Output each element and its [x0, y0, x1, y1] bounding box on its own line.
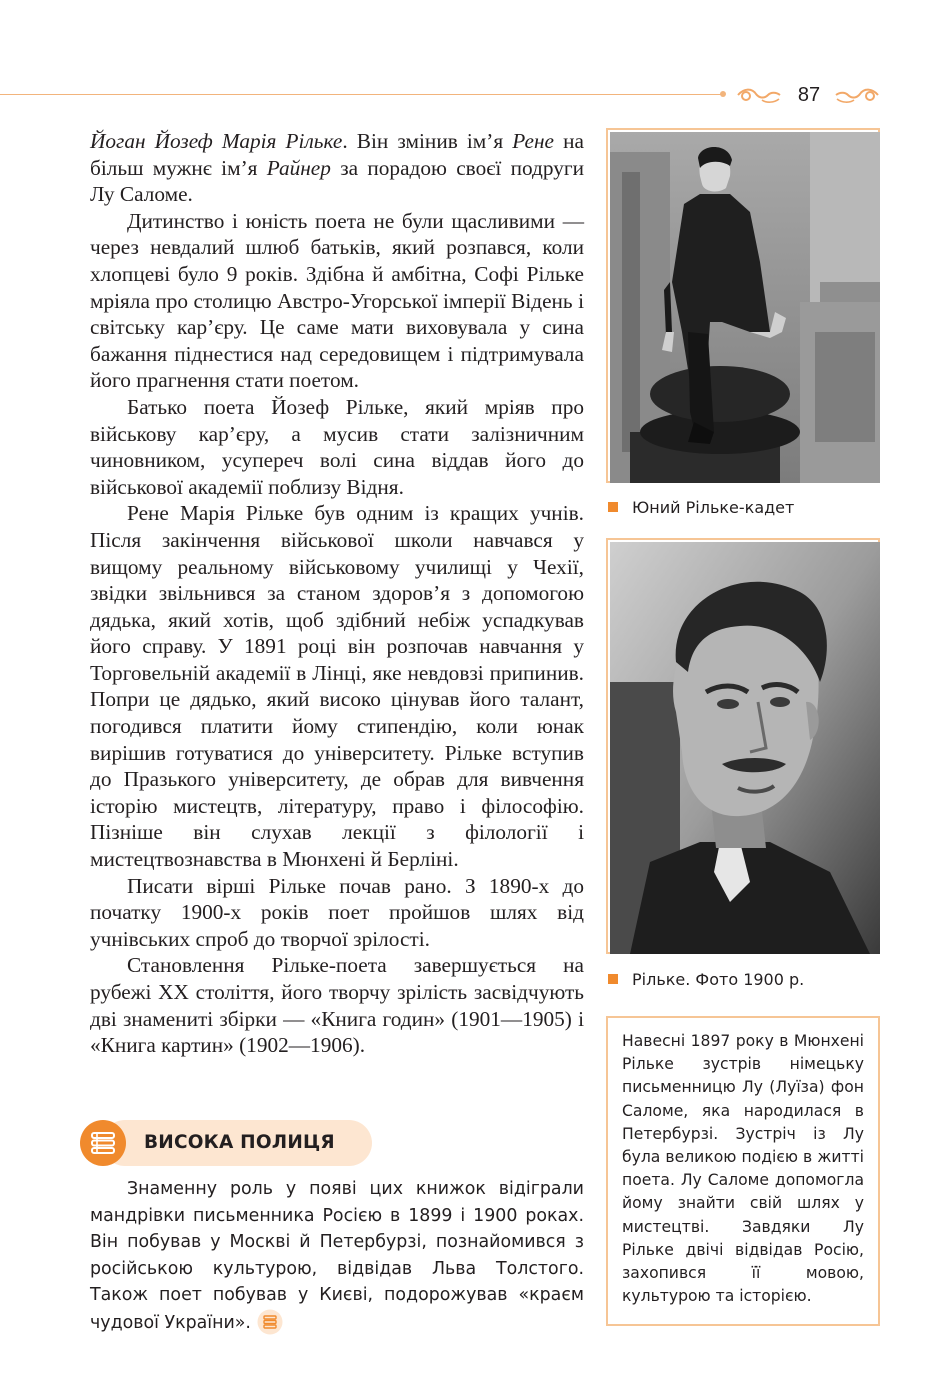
paragraph-3: Батько поета Йозеф Рільке, який мріяв про військову кар’єру, а мусив стати залізничним чиновником, усупереч волі сина віддав його до військової академії поблизу Відня. [90, 394, 584, 499]
name-rainer-italic: Райнер [266, 155, 331, 180]
caption-photo-1: Юний Рільке-кадет [608, 498, 794, 517]
photo-rilke-1900 [606, 538, 880, 954]
paragraph-1: Йоган Йозеф Марія Рільке. Він змінив ім’я Рене на більш мужнє ім’я Райнер за порадою своєї подруги Лу Саломе. [90, 129, 584, 207]
side-note-box [606, 1016, 880, 1326]
caption-photo-2: Рільке. Фото 1900 р. [608, 970, 804, 989]
page-number: 87 [797, 84, 821, 106]
high-shelf-text: Знаменну роль у появі цих книжок відіграли мандрівки письменника Росією в 1899 і 1900 роках. Він побував у Москві й Петербурзі, познайомився з російською культурою, відвідав Льва Толстого. Також поет побував у Києві, подорожував «краєм чудової України». [90, 1179, 584, 1333]
name-rene-italic: Рене [512, 129, 555, 153]
cadet-photo-image [610, 132, 880, 483]
rilke-1900-photo-image [610, 542, 880, 954]
paragraph-5: Писати вірші Рільке почав рано. З 1890-х до початку 1900-х років поет пройшов шлях від учнівських спроб до творчої зрілості. [90, 873, 584, 951]
scroll-ornament-right-icon [834, 84, 880, 106]
main-text [90, 128, 584, 1059]
header-rule [0, 94, 724, 95]
scroll-ornament-left-icon [736, 84, 782, 106]
photo-young-rilke-cadet [606, 128, 880, 483]
bookshelf-icon [80, 1120, 126, 1166]
high-shelf-title: ВИСОКА ПОЛИЦЯ [144, 1132, 335, 1153]
caption-bullet-icon [608, 502, 618, 512]
bookshelf-small-icon [257, 1309, 283, 1335]
caption-bullet-icon [608, 974, 618, 984]
paragraph-6: Становлення Рільке-поета завершується на рубежі XX століття, його творчу зрілість засвідчують дві знамениті збірки — «Книга годин» (1901—1905) і «Книга картин» (1902—1906). [90, 953, 584, 1058]
full-name-italic: Йоган Йозеф Марія Рільке [90, 129, 343, 153]
high-shelf-heading [80, 1120, 372, 1166]
paragraph-2: Дитинство і юність поета не були щасливими — через невдалий шлюб батьків, який розпався, коли хлопцеві було 9 років. Здібна й амбітна, Софі Рільке мріяла про столицю Австро-Угорської імперії Відень і світську кар’єру. Це саме мати виховувала у сина бажання піднестися над середовищем і підтримувала його прагнення стати поетом. [90, 208, 584, 393]
paragraph-4: Рене Марія Рільке був одним із кращих учнів. Після закінчення військової школи навчався у вищому реальному військовому училищі у Чехії, звідки звільнився за станом здоров’я з допомогою дядька, який хотів, щоб здібний небіж успадкував його справу. У 1891 році він розпочав навчання у Торговельній академії в Лінці, яке невдовзі припинив. Попри це дядько, який високо цінував його талант, погодився платити йому стипендію, коли юнак вирішив готуватися до університету. Рільке вступив до Празького університету, де обрав для вивчення історію мистецтв, літературу, право і філософію. Пізніше він слухав лекції з філології і мистецтвознавства в Мюнхені й Берліні. [90, 501, 584, 872]
side-note-text: Навесні 1897 року в Мюнхені Рільке зустрів німецьку письменницю Лу (Луїза) фон Саломе, яка народилася в Петербурзі. Зустріч із Лу була великою подією в житті поета. Лу Саломе допомогла йому знайти свій шлях у мистецтві. Завдяки Лу Рільке двічі відвідав Росію, захопився її мовою, культурою та історією. [622, 1032, 864, 1306]
header-rule-dot [720, 91, 726, 97]
